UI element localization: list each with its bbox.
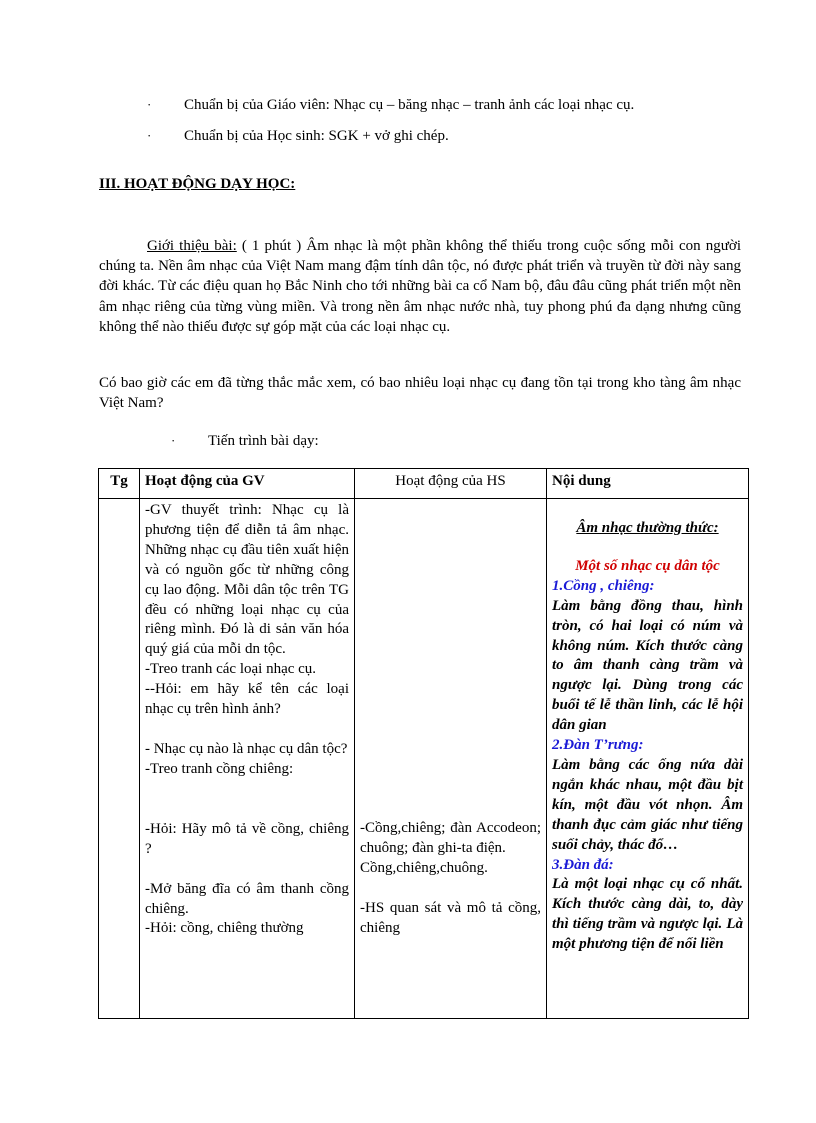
- hs-cell: [355, 499, 547, 1019]
- header-tg: Tg: [99, 469, 140, 499]
- instrument-desc: Làm bằng đồng thau, hình tròn, có hai loại có núm và không núm. Kích thước càng to âm thanh càng trầm và ngược lại. Dùng trong các buổi tế lễ thần linh, các lễ hội dân gian: [552, 597, 743, 734]
- gv-step: -Hỏi: Hãy mô tả về cồng, chiêng ?: [145, 820, 349, 857]
- content-subtitle: Một số nhạc cụ dân tộc: [575, 557, 720, 574]
- instrument-name: 1.Cồng , chiêng:: [552, 577, 655, 594]
- header-gv: Hoạt động của GV: [140, 469, 355, 499]
- gv-cell: [140, 499, 355, 1019]
- intro-paragraph: [99, 236, 741, 337]
- question-text: Có bao giờ các em đã từng thắc mắc xem, có bao nhiêu loại nhạc cụ đang tồn tại trong kho tàng âm nhạc Việt Nam?: [99, 375, 741, 412]
- gv-step: --Hỏi: em hãy kể tên các loại nhạc cụ trên hình ảnh?: [145, 681, 349, 718]
- intro-label: Giới thiệu bài:: [147, 238, 237, 254]
- bullet-icon: ·: [147, 97, 152, 112]
- progress-label: Tiến trình bài dạy:: [208, 433, 319, 449]
- gv-step: -Treo tranh cồng chiêng:: [145, 760, 294, 777]
- intro-text: ( 1 phút ) Âm nhạc là một phần không thể thiếu trong cuộc sống mỗi con người chúng ta. Nền âm nhạc của Việt Nam mang đậm tính dân tộc, nó được phát triển và truyền từ đời này sang đời khác. Từ các điệu quan họ Bắc Ninh cho tới những bài ca cổ Nam bộ, đâu đâu cũng phát triển một nền âm nhạc riêng của từng vùng miền. Và trong nền âm nhạc nước nhà, tuy phong phú đa dạng nhưng cũng không thể nào thiếu được sự góp mặt của các loại nhạc cụ.: [99, 238, 741, 335]
- instrument-desc: Là một loại nhạc cụ cổ nhất. Kích thước càng dài, to, dày thì tiếng trầm và ngược lại. Là một phương tiện để nối liền: [552, 876, 743, 953]
- instrument-desc: Làm bằng các ống nứa dài ngắn khác nhau, một đầu bịt kín, một đầu vót nhọn. Âm thanh đục cảm giác như tiếng suối chảy, thác đổ…: [552, 756, 743, 853]
- gv-step: -Hỏi: cồng, chiêng thường: [145, 920, 304, 937]
- gv-step: - Nhạc cụ nào là nhạc cụ dân tộc?: [145, 740, 348, 757]
- prep-student-text: Chuẩn bị của Học sinh: SGK + vở ghi chép.: [184, 128, 449, 144]
- content-cell: [547, 499, 749, 1019]
- content-title: Âm nhạc thường thức:: [576, 520, 719, 536]
- bullet-icon: ·: [171, 433, 176, 448]
- header-content: Nội dung: [547, 469, 749, 499]
- hs-answer: Cồng,chiêng,chuông.: [360, 859, 488, 876]
- hs-answer: -HS quan sát và mô tả cồng, chiêng: [360, 899, 541, 936]
- section-heading: III. HOẠT ĐỘNG DẠY HỌC:: [99, 176, 296, 192]
- prep-teacher-item: [147, 97, 634, 114]
- header-hs: Hoạt động của HS: [355, 469, 547, 499]
- gv-step: -GV thuyết trình: Nhạc cụ là phương tiện để diễn tả âm nhạc. Những nhạc cụ đầu tiên xuất hiện và có nguồn gốc từ những công cụ lao động. Mỗi dân tộc trên TG đều có những loại nhạc cụ của riêng mình. Đó là di sản văn hóa quý giá của mỗi dn tộc.: [145, 502, 349, 658]
- prep-student-item: [147, 128, 449, 145]
- gv-step: -Treo tranh các loại nhạc cụ.: [145, 661, 317, 678]
- question-paragraph: [99, 373, 741, 413]
- bullet-icon: ·: [147, 128, 152, 143]
- table-header-row: [99, 469, 749, 499]
- tg-cell: [99, 499, 140, 1019]
- progress-item: [171, 433, 319, 450]
- lesson-table: [98, 468, 749, 1019]
- instrument-name: 2.Đàn T’rưng:: [552, 737, 644, 754]
- hs-answer: -Cồng,chiêng; đàn Accodeon; chuông; đàn ghi-ta điện.: [360, 820, 541, 856]
- table-row: [99, 499, 749, 1019]
- gv-step: -Mở băng đĩa có âm thanh cồng chiêng.: [145, 880, 349, 917]
- prep-teacher-text: Chuẩn bị của Giáo viên: Nhạc cụ – băng nhạc – tranh ảnh các loại nhạc cụ.: [184, 97, 635, 113]
- instrument-name: 3.Đàn đá:: [552, 856, 614, 873]
